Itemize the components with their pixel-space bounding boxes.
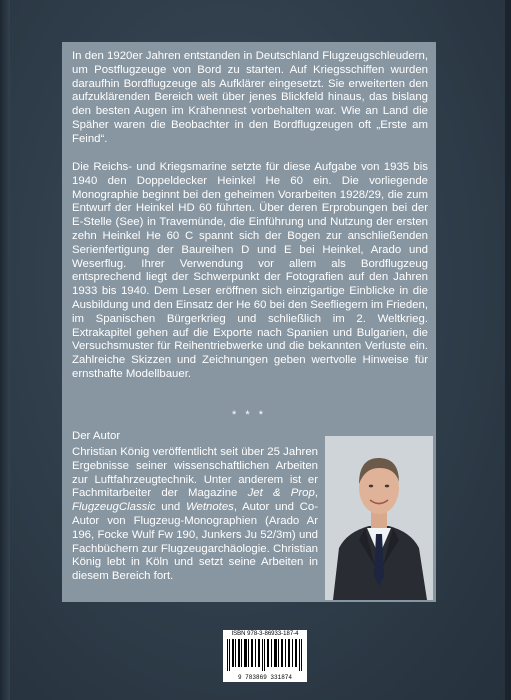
author-bio-text: und <box>155 501 186 514</box>
author-bio-text: , Autor und Co-Autor von Flugzeug-Monographien (Arado Ar 196, Focke Wulf Fw 190, Junkers Ju 52/3m) und Fachbüchern zur Flugzeugarchäologie. Christian König lebt in Köln und setzt seine Arbeiten in diesem Bereich fort. <box>72 501 318 583</box>
blurb-paragraph-2: Die Reichs- und Kriegsmarine setzte für diese Aufgabe von 1935 bis 1940 den Doppeldecker Heinkel He 60 ein. Die vorliegende Monographie beginnt bei den geheimen Vorarbeiten 1928/29, die zum Entwurf der Heinkel HD 60 führten. Über deren Erprobungen bei der E-Stelle (See) in Travemünde, die Einführung und Nutzung der ersten zehn Heinkel He 60 C spannt sich der Bogen zur anschließenden Serienfertigung der Baureihen D und E bei Heinkel, Arado und Weserflug. Ihrer Verwendung vor allem als Bordflugzeug entsprechend liegt der Schwerpunkt der Fotografien auf den Jahren 1933 bis 1940. Dem Leser eröffnen sich einzigartige Einblicke in die Ausbildung und den Einsatz der He 60 bei den Seefliegern im Frieden, im Spanischen Bürgerkrieg und schließlich im 2. Weltkrieg. Extrakapitel gehen auf die Exporte nach Spanien und Bulgarien, die Versuchsmuster für Reihentriebwerke und die bekannten Verluste ein. Zahlreiche Skizzen und Zeichnungen geben wertvolle Hinweise für ernsthafte Modellbauer. <box>72 161 428 380</box>
isbn-label: ISBN 978-3-86933-187-4 <box>231 631 299 637</box>
section-separator: * * * <box>232 409 266 421</box>
author-photo <box>325 436 433 600</box>
barcode <box>223 630 307 682</box>
barcode-bars-icon <box>227 639 303 671</box>
magazine-name: Wetnotes <box>185 501 234 514</box>
magazine-name: Jet & Prop <box>247 487 315 500</box>
author-portrait-illustration <box>325 436 433 600</box>
spine-edge <box>0 0 10 700</box>
author-bio-text: Christian König veröffentlicht seit über 25 Jahren Ergebnisse seiner wissenschaftlichen Arbeiten zur Luftfahrzeugtechnik. Unter anderem ist er Fachmitarbeiter der Magazine <box>72 446 318 500</box>
blurb-paragraph-1: In den 1920er Jahren entstanden in Deutschland Flugzeugschleudern, um Postflugzeuge von Bord zu starten. Auf Kriegsschiffen wurden daraufhin Bordflugzeuge als Aufklärer eingesetzt. Sie erweiterten den aufzuklärenden Bereich weit über jenes Blickfeld hinaus, das bislang den besten Augen im Krähennest vorbehalten war. Wie an Land die Späher waren die Beobachter in den Bordflugzeugen oft „Erste am Feind“. <box>72 50 428 145</box>
author-bio <box>72 446 318 584</box>
author-heading: Der Autor <box>72 430 121 442</box>
author-bio-text: , <box>314 487 318 500</box>
magazine-name: FlugzeugClassic <box>72 501 156 514</box>
barcode-digits: 9 783869 331874 <box>237 674 292 681</box>
